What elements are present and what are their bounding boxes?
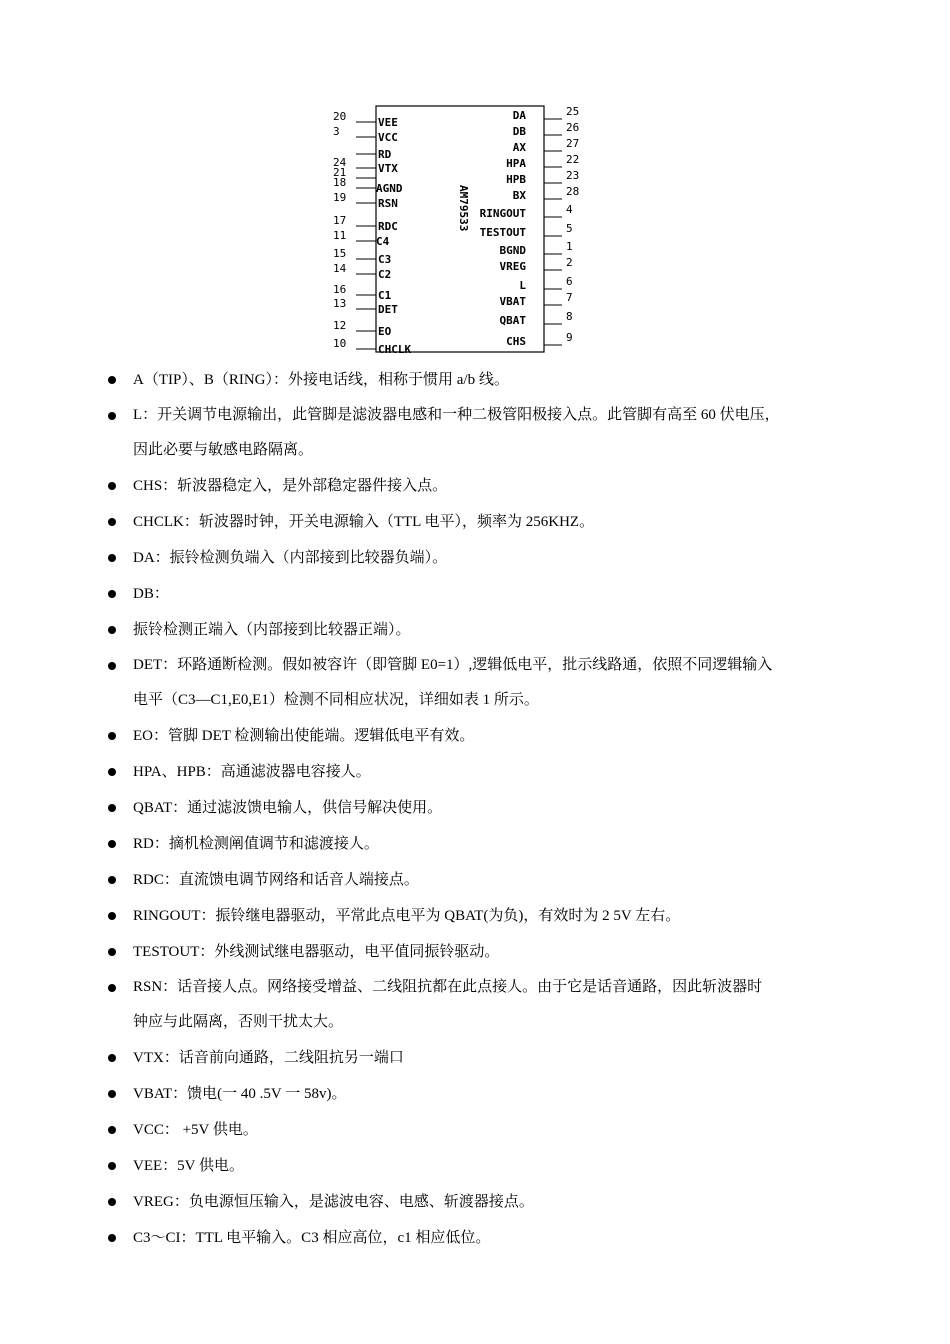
list-item — [100, 504, 870, 540]
bullet-icon — [108, 554, 116, 562]
bullet-icon — [108, 1234, 116, 1242]
bullet-icon — [108, 412, 116, 420]
list-item — [100, 718, 870, 754]
item-text-line: VBAT：馈电(一 40 .5V 一 58v)。 — [133, 1086, 347, 1102]
item-text-line: CHS：斩波器稳定入，是外部稳定器件接入点。 — [133, 478, 448, 494]
bullet-icon — [108, 376, 116, 384]
pin-label: DET — [378, 303, 398, 316]
item-text-line: VREG：负电源恒压输入，是滤波电容、电感、斩渡器接点。 — [133, 1194, 534, 1210]
pinout-diagram — [325, 100, 595, 358]
pin-label: VREG — [499, 260, 526, 273]
left-pin — [333, 319, 392, 338]
item-text-line: VCC： +5V 供电。 — [133, 1122, 258, 1138]
item-text-line: RINGOUT：振铃继电器驱动，平常此点电平为 QBAT(为负)，有效时为 2 5V 左右。 — [133, 908, 681, 924]
bullet-icon — [108, 1090, 116, 1098]
item-text-line: 钟应与此隔离，否则干扰太大。 — [133, 1014, 344, 1030]
pin-number: 25 — [566, 105, 580, 118]
pin-label: VBAT — [499, 295, 526, 308]
list-item — [100, 1220, 870, 1256]
left-pin — [356, 148, 392, 161]
pin-number: 26 — [566, 121, 580, 134]
list-item — [100, 970, 870, 1040]
pin-label: AGND — [376, 182, 403, 195]
pin-number: 21 — [333, 166, 347, 179]
bullet-icon — [108, 1126, 116, 1134]
pin-number: 27 — [566, 137, 580, 150]
right-pin — [506, 331, 573, 348]
right-pin — [480, 222, 573, 239]
bullet-icon — [108, 662, 116, 670]
item-text-line: TESTOUT：外线测试继电器驱动，电平值同振铃驱动。 — [133, 944, 500, 960]
pin-label: BX — [512, 189, 526, 202]
chip-name: AM79533 — [457, 185, 470, 232]
item-text-line: C3～CI：TTL 电平输入。C3 相应高位，c1 相应低位。 — [133, 1230, 491, 1246]
pin-label: VEE — [378, 116, 398, 129]
item-text-line: HPA、HPB：高通滤波器电容接人。 — [133, 764, 371, 780]
list-item — [100, 648, 870, 718]
pin-number: 22 — [566, 153, 580, 166]
bullet-icon — [108, 984, 116, 992]
item-text-line: 电平（C3—C1,E0,E1）检测不同相应状况，详细如表 1 所示。 — [133, 692, 539, 708]
pin-number: 10 — [333, 337, 347, 350]
pin-number: 5 — [566, 222, 573, 235]
item-text-line: VEE：5V 供电。 — [133, 1158, 244, 1174]
right-pin — [480, 203, 573, 220]
item-text-line: QBAT：通过滤波馈电输人，供信号解决使用。 — [133, 800, 443, 816]
pin-label: HPB — [506, 173, 526, 186]
pin-number: 23 — [566, 169, 580, 182]
pin-number: 4 — [566, 203, 573, 216]
bullet-icon — [108, 1054, 116, 1062]
list-item — [100, 612, 870, 648]
pin-number: 2 — [566, 256, 573, 269]
pin-label: HPA — [506, 157, 526, 170]
bullet-icon — [108, 1162, 116, 1170]
pin-label: DA — [512, 109, 526, 122]
right-pin — [506, 169, 579, 186]
item-text-line: 振铃检测正端入（内部接到比较器正端）。 — [133, 622, 411, 638]
right-pin — [500, 240, 573, 257]
pin-label: RDC — [378, 220, 398, 233]
pin-number: 15 — [333, 247, 347, 260]
item-text-line: RD：摘机检测阐值调节和滤渡接人。 — [133, 836, 379, 852]
right-pin — [513, 137, 580, 154]
bullet-icon — [108, 840, 116, 848]
pin-number: 13 — [333, 297, 347, 310]
bullet-icon — [108, 912, 116, 920]
list-item — [100, 398, 870, 468]
pin-number: 9 — [566, 331, 573, 344]
list-item — [100, 1112, 870, 1148]
bullet-icon — [108, 732, 116, 740]
pin-label: CHS — [506, 335, 526, 348]
list-item — [100, 826, 870, 862]
list-item — [100, 1148, 870, 1184]
item-text-line: EO：管脚 DET 检测输出使能端。逻辑低电平有效。 — [133, 728, 475, 744]
list-item — [100, 862, 870, 898]
list-item — [100, 898, 870, 934]
bullet-icon — [108, 590, 116, 598]
pin-number: 20 — [333, 110, 347, 123]
pin-label: RSN — [378, 197, 398, 210]
bullet-icon — [108, 876, 116, 884]
pin-label: DB — [512, 125, 526, 138]
pin-number: 1 — [566, 240, 573, 253]
right-pin — [513, 185, 580, 202]
pin-label: TESTOUT — [479, 226, 526, 239]
bullet-icon — [108, 626, 116, 634]
item-text-line: DB： — [133, 586, 169, 602]
list-item — [100, 540, 870, 576]
pin-label: RINGOUT — [479, 207, 526, 220]
pin-label: C1 — [378, 289, 392, 302]
right-pin — [500, 310, 573, 327]
bullet-icon — [108, 518, 116, 526]
list-item — [100, 754, 870, 790]
list-item — [100, 1076, 870, 1112]
left-pin — [333, 337, 411, 356]
pin-number: 3 — [333, 125, 340, 138]
pin-number: 14 — [333, 262, 347, 275]
pin-number: 19 — [333, 191, 347, 204]
pin-number: 18 — [333, 176, 347, 189]
pin-label: BGND — [499, 244, 526, 257]
list-item — [100, 790, 870, 826]
pin-label: VCC — [378, 131, 398, 144]
item-text-line: CHCLK：斩波器时钟，开关电源输入（TTL 电平），频率为 256KHZ。 — [133, 514, 595, 530]
right-pin — [500, 291, 573, 308]
pin-number: 11 — [333, 229, 347, 242]
pin-number: 17 — [333, 214, 347, 227]
bullet-icon — [108, 948, 116, 956]
list-item — [100, 934, 870, 970]
pin-number: 28 — [566, 185, 580, 198]
right-pin — [500, 256, 573, 273]
pin-label: L — [519, 279, 526, 292]
pin-label: C4 — [376, 235, 390, 248]
bullet-icon — [108, 482, 116, 490]
list-item — [100, 362, 870, 398]
pin-label: CHCLK — [378, 343, 412, 356]
item-text-line: L：开关调节电源输出，此管脚是滤波器电感和一种二极管阳极接入点。此管脚有高至 60 伏电压， — [133, 407, 780, 423]
item-text-line: RSN：话音接人点。网络接受增益、二线阻抗都在此点接人。由于它是话音通路，因此斩波器时 — [133, 979, 763, 995]
right-pin — [506, 153, 579, 170]
bullet-icon — [108, 804, 116, 812]
pin-label: VTX — [378, 162, 398, 175]
pin-number: 24 — [333, 156, 347, 169]
pin-label: QBAT — [499, 314, 526, 327]
pin-label: AX — [512, 141, 526, 154]
right-pin — [513, 121, 580, 138]
pin-label: C2 — [378, 268, 392, 281]
left-pin — [333, 110, 398, 129]
item-text-line: A（TIP）、B（RING）：外接电话线，相称于惯用 a/b 线。 — [133, 372, 509, 388]
right-pin — [513, 105, 580, 122]
right-pin — [519, 275, 572, 292]
pin-number: 7 — [566, 291, 573, 304]
bullet-icon — [108, 768, 116, 776]
item-text-line: 因此必要与敏感电路隔离。 — [133, 442, 314, 458]
bullet-icon — [108, 1198, 116, 1206]
pin-number: 8 — [566, 310, 573, 323]
pin-label: EO — [378, 325, 392, 338]
pin-label: RD — [378, 148, 392, 161]
item-text-line: RDC：直流馈电调节网络和话音人端接点。 — [133, 872, 419, 888]
pin-number: 6 — [566, 275, 573, 288]
pin-label: C3 — [378, 253, 392, 266]
item-text-line: DA：振铃检测负端入（内部接到比较器负端）。 — [133, 550, 448, 566]
pin-description-list — [100, 362, 870, 1256]
list-item — [100, 1184, 870, 1220]
list-item — [100, 1040, 870, 1076]
list-item — [100, 576, 870, 612]
list-item — [100, 468, 870, 504]
pin-number: 12 — [333, 319, 347, 332]
item-text-line: VTX：话音前向通路，二线阻抗另一端口 — [133, 1050, 404, 1066]
item-text-line: DET：环路通断检测。假如被容许（即管脚 E0=1）,逻辑低电平，批示线路通，依照不同逻辑输入 — [133, 657, 773, 673]
pin-number: 16 — [333, 283, 347, 296]
